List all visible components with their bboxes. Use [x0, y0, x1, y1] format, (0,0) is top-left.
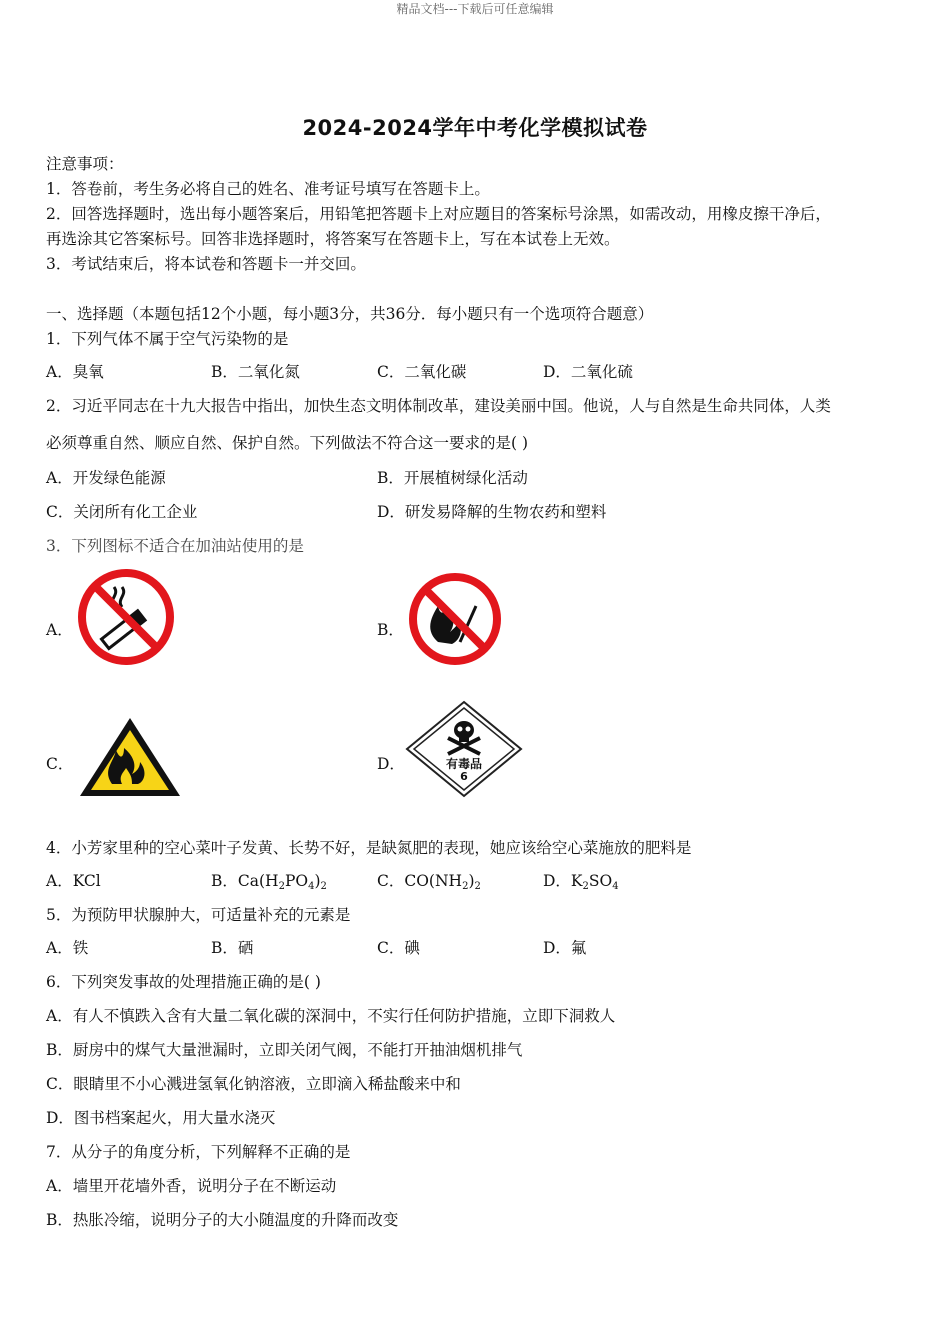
flammable-warning-icon	[76, 714, 184, 800]
q5-option-d: D．氟	[543, 939, 587, 957]
q1-option-b: B．二氧化氮	[211, 363, 300, 381]
q3-option-b: B．	[377, 621, 404, 639]
note-2a: 2．回答选择题时，选出每小题答案后，用铅笔把答题卡上对应题目的答案标号涂黑，如需改动，用橡皮擦干净后，	[46, 205, 831, 223]
note-2b: 再选涂其它答案标号。回答非选择题时，将答案写在答题卡上，写在本试卷上无效。	[46, 230, 620, 248]
q2-option-b: B．开展植树绿化活动	[377, 469, 528, 487]
q2-option-c: C．关闭所有化工企业	[46, 503, 198, 521]
q2-option-a: A．开发绿色能源	[46, 469, 166, 487]
no-smoking-icon	[74, 565, 178, 669]
notes-heading: 注意事项：	[46, 155, 124, 173]
note-3: 3．考试结束后，将本试卷和答题卡一并交回。	[46, 255, 366, 273]
q4-option-a: A．KCl	[46, 872, 101, 890]
q7-option-b: B．热胀冷缩，说明分子的大小随温度的升降而改变	[46, 1211, 399, 1229]
q7-option-a: A．墙里开花墙外香，说明分子在不断运动	[46, 1177, 337, 1195]
q6-option-b: B．厨房中的煤气大量泄漏时，立即关闭气阀，不能打开抽油烟机排气	[46, 1041, 523, 1059]
q3-option-a: A．	[46, 621, 73, 639]
q2-stem-2: 必须尊重自然、顺应自然、保护自然。下列做法不符合这一要求的是( )	[46, 434, 529, 452]
q4-option-c: C．$CO(NH_2)_2$	[377, 872, 481, 892]
q1-option-c: C．二氧化碳	[377, 363, 467, 381]
q3-option-c: C．	[46, 755, 74, 773]
q6-option-a: A．有人不慎跌入含有大量二氧化碳的深洞中，不实行任何防护措施，立即下洞救人	[46, 1007, 616, 1025]
q2-option-d: D．研发易降解的生物农药和塑料	[377, 503, 607, 521]
page-header: 精品文档---下载后可任意编辑	[396, 2, 554, 16]
q1-option-d: D．二氧化硫	[543, 363, 633, 381]
q3-option-d: D．	[377, 755, 405, 773]
q5-stem: 5．为预防甲状腺肿大，可适量补充的元素是	[46, 906, 351, 924]
q7-stem: 7．从分子的角度分析，下列解释不正确的是	[46, 1143, 351, 1161]
q3-stem: 3．下列图标不适合在加油站使用的是	[46, 537, 304, 555]
no-open-flame-icon	[404, 570, 506, 668]
q5-option-b: B．硒	[211, 939, 254, 957]
q5-option-a: A．铁	[46, 939, 89, 957]
toxic-diamond-icon	[405, 700, 523, 798]
exam-title: 2024-2024学年中考化学模拟试卷	[302, 116, 648, 140]
toxic-hazard-sign	[405, 700, 523, 798]
q4-option-d: D．$K_2SO_4$	[543, 872, 619, 892]
section-heading: 一、选择题（本题包括12个小题，每小题3分，共36分．每小题只有一个选项符合题意）	[46, 305, 654, 323]
q6-option-c: C．眼睛里不小心溅进氢氧化钠溶液，立即滴入稀盐酸来中和	[46, 1075, 461, 1093]
q1-stem: 1．下列气体不属于空气污染物的是	[46, 330, 289, 348]
toxic-class-number: 6	[460, 770, 468, 783]
q2-stem-1: 2．习近平同志在十九大报告中指出，加快生态文明体制改革，建设美丽中国。他说，人与自然是生命共同体，人类	[46, 397, 831, 415]
q6-option-d: D．图书档案起火，用大量水浇灭	[46, 1109, 276, 1127]
q6-stem: 6．下列突发事故的处理措施正确的是( )	[46, 973, 321, 991]
note-1: 1．答卷前，考生务必将自己的姓名、准考证号填写在答题卡上。	[46, 180, 490, 198]
q4-stem: 4．小芳家里种的空心菜叶子发黄、长势不好，是缺氮肥的表现，她应该给空心菜施放的肥料是	[46, 839, 692, 857]
q1-option-a: A．臭氧	[46, 363, 104, 381]
toxic-label: 有毒品	[445, 757, 482, 771]
q4-option-b: B．$Ca(H_2PO_4)_2$	[211, 872, 327, 892]
q5-option-c: C．碘	[377, 939, 420, 957]
